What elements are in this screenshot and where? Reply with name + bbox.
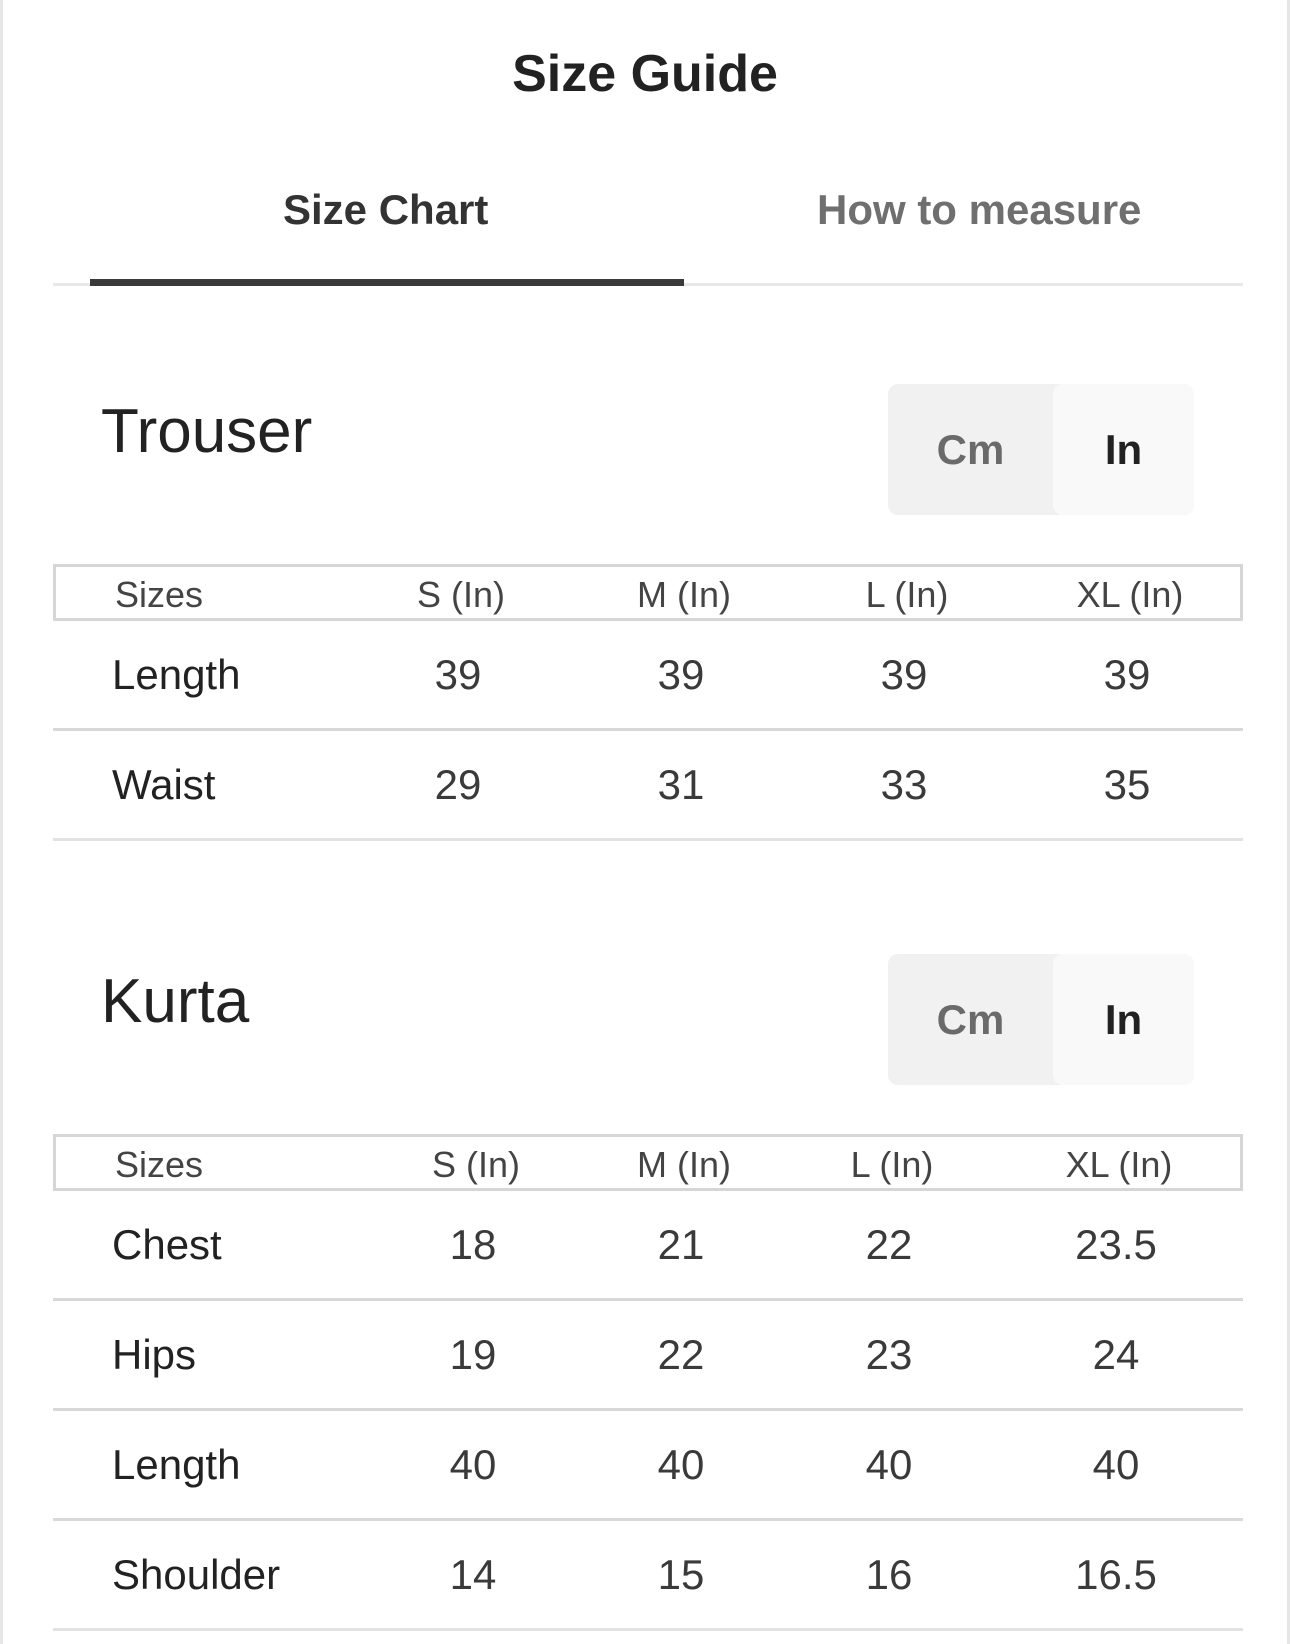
column-header-m: M (In) [637, 574, 731, 615]
table-header-row [53, 1134, 1243, 1191]
trouser-size-table [53, 564, 1243, 841]
cell-value: 40 [449, 1441, 497, 1488]
column-header-l: L (In) [850, 1144, 934, 1185]
column-header-s: S (In) [431, 1144, 521, 1185]
cell-value: 18 [449, 1221, 497, 1268]
trouser-unit-in-button[interactable]: In [1053, 384, 1194, 515]
cell-value: 39 [880, 651, 928, 698]
cell-value: 39 [1103, 651, 1151, 698]
trouser-section-title: Trouser [101, 397, 313, 466]
table-header-row [53, 564, 1243, 621]
cell-value: 21 [657, 1221, 705, 1268]
cell-value: 40 [1092, 1441, 1140, 1488]
kurta-unit-cm-button[interactable]: Cm [936, 996, 1005, 1043]
cell-value: 16 [865, 1551, 913, 1598]
table-row [53, 1411, 1243, 1521]
cell-value: 24 [1092, 1331, 1140, 1378]
cell-value: 23 [865, 1331, 913, 1378]
cell-value: 22 [657, 1331, 705, 1378]
row-label: Shoulder [112, 1551, 281, 1598]
cell-value: 33 [880, 761, 928, 808]
cell-value: 29 [434, 761, 482, 808]
active-tab-indicator [90, 279, 684, 286]
cell-value: 31 [657, 761, 705, 808]
cell-value: 16.5 [1075, 1551, 1157, 1598]
cell-value: 14 [449, 1551, 497, 1598]
cell-value: 19 [449, 1331, 497, 1378]
kurta-section-title: Kurta [101, 967, 250, 1036]
cell-value: 23.5 [1075, 1221, 1157, 1268]
column-header-sizes: Sizes [115, 1144, 204, 1185]
cell-value: 40 [657, 1441, 705, 1488]
column-header-xl: XL (In) [1076, 574, 1184, 615]
cell-value: 35 [1103, 761, 1151, 808]
cell-value: 40 [865, 1441, 913, 1488]
row-label: Chest [112, 1221, 222, 1268]
table-row [53, 1191, 1243, 1301]
column-header-xl: XL (In) [1065, 1144, 1173, 1185]
table-row [53, 621, 1243, 731]
kurta-unit-in-button[interactable]: In [1053, 954, 1194, 1085]
cell-value: 22 [865, 1221, 913, 1268]
trouser-unit-toggle [888, 384, 1194, 515]
table-row [53, 1301, 1243, 1411]
tab-size-chart[interactable]: Size Chart [283, 186, 489, 233]
cell-value: 15 [657, 1551, 705, 1598]
kurta-unit-toggle [888, 954, 1194, 1085]
trouser-unit-cm-button[interactable]: Cm [936, 426, 1005, 473]
column-header-sizes: Sizes [115, 574, 204, 615]
row-label: Hips [112, 1331, 197, 1378]
table-row [53, 1521, 1243, 1631]
table-row [53, 731, 1243, 841]
column-header-l: L (In) [865, 574, 949, 615]
tab-bar [53, 178, 1243, 286]
kurta-size-table [53, 1134, 1243, 1631]
column-header-m: M (In) [637, 1144, 731, 1185]
cell-value: 39 [434, 651, 482, 698]
row-label: Length [112, 651, 241, 698]
cell-value: 39 [657, 651, 705, 698]
row-label: Waist [112, 761, 216, 808]
page-title: Size Guide [512, 45, 778, 103]
row-label: Length [112, 1441, 241, 1488]
tab-how-to-measure[interactable]: How to measure [817, 186, 1142, 233]
column-header-s: S (In) [416, 574, 506, 615]
